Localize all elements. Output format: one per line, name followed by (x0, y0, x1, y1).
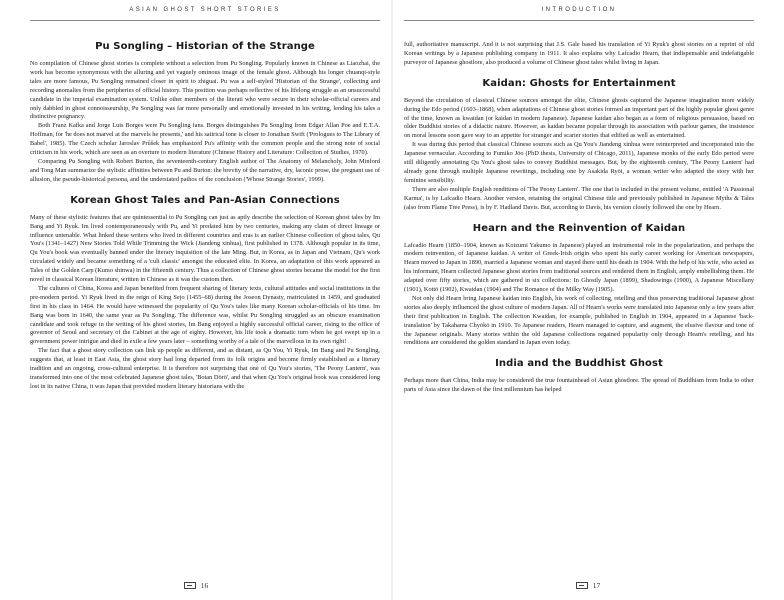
folio-right (392, 581, 784, 590)
paragraph: Many of these stylistic features that are quintessential to Pu Songling can just as aptly describe the selection of Korean ghost tales by Im Bang and Yi Ryuk. Im lived contemporaneously with Pu, and Yi predated him by two centuries, making any claim of direct lineage or influence untenable. What linked these writers who lived in different countries and eras is an earlier Chinese collection of ghost tales, Qu You's (1341–1427) New Stories Told While Trimming the Wick (Jiandeng xinhua), first published in 1378. Although popular in its time, Qu You's book was eventually banned under the literary inquisition of the late Ming. But, in Korea, as in Japan and Vietnam, Qu's work circulated widely and became something of a 'cult classic' amongst the educated elite. In Korea, an adaptation of this work appeared as Tales of the Golden Carp (Kumo shinwa) in the fifteenth century. Thus a collection of Chinese ghost stories became the model for the first novel in classical Korean literature, written in Chinese as it was the custom then. (30, 213, 380, 284)
running-head-left: ASIAN GHOST SHORT STORIES (30, 0, 380, 21)
paragraph: Both Franz Kafka and Jorge Luis Borges were Pu Songling fans. Borges distinguishes Pu Songling from Edgar Allan Poe and E.T.A. Hoffman, for 'he does not marvel at the marvels he presents,' and his satirical tone is closer to Jonathan Swift ('Prologues to The Library of Babel', 1985). The Czech scholar Jaroslav Průšek has emphasized Pu's affinity with the common people and the strong note of social criticism in his work, which are seen as an overture to modern literature (Chinese History and Literature: Collection of Studies, 1970). (30, 122, 380, 157)
page-number: 17 (592, 581, 601, 590)
paragraph: The fact that a ghost story collection can link up people as different, and as distant, as Qu You, Yi Ryuk, Im Bang and Pu Songling, suggests that, at least in East Asia, the ghost story had long departed from its folk origins and become firmly established as a literary tradition and an ongoing, cross-cultural enterprise. It is therefore not surprising that one of Qu You's stories, 'The Peony Lantern', was transformed into one of the most celebrated Japanese ghost tales, 'Botan Dōrō', and that when Qu You's original book was considered long lost in its native China, it was Japan that provided modern literary historians with the (30, 347, 380, 390)
paragraph: Beyond the circulation of classical Chinese sources amongst the elite, Chinese ghosts captured the Japanese imagination more widely during the Edo period (1603–1868), when adaptations of Chinese ghost stories formed an important part of the highly popular ghost genre of the time, known as kwaidan (or kaidan in modern Japanese). Japanese kaidan also began as a form of religious persuasion, based on older Buddhist stories of a didactic nature. However, as kaidan became popular through its association with parlour games, the insistence on moral lessons soon gave way to an appetite for stranger and scarier stories that edified as well as entertained. (404, 96, 754, 140)
paragraph: full, authoritative manuscript. And it is not surprising that J.S. Gale based his translation of Yi Ryuk's ghost stories on a reprint of old Korean writings by a Japanese publishing company in 1911. It also explains why Lafcadio Hearn, that indispensable and indefatigable purveyor of Japanese ghostlore, also produced a volume of Chinese ghost tales whilst living in Japan. (404, 41, 754, 66)
paragraph: Lafcadio Hearn (1850–1904, known as Koizumi Yakumo in Japanese) played an instrumental role in the popularization, and perhaps the modern reinvention, of Japanese kaidan. A writer of Greek-Irish origin who spent his early career working for American newspapers, Hearn moved to Japan in 1890, married a Japanese woman and stayed there until his death in 1904. With the help of his wife, who acted as his informant, Hearn collected Japanese ghost stories from traditional sources and rendered them in English, amply embellishing them. He adapted over fifty stories, which are gathered in six collections: In Ghostly Japan (1899), Shadowings (1900), A Japanese Miscellany (1901), Kottō (1902), Kwaidan (1904) and The Romance of the Milky Way (1905). (404, 241, 754, 294)
ornament-icon (576, 582, 588, 589)
section-heading: Korean Ghost Tales and Pan-Asian Connections (70, 194, 340, 206)
section-heading: Pu Songling – Historian of the Strange (95, 41, 315, 52)
paragraph: It was during this period that classical Chinese sources such as Qu You's Jiandeng xinhua were reinterpreted and incorporated into the Japanese vernacular. According to Fumiko Jōo (PhD thesis, University of Chicago, 2011), Japanese monks of the early Edo period were still diligently annotating Qu You's ghost tales to convey Buddhist messages. But, by the eighteenth century, 'The Peony Lantern' had already gone through multiple Japanese rewritings, including one by Asakida Ryōi, a woman writer who adapted the story with her feminine sensibility. (404, 141, 754, 184)
section-heading: Hearn and the Reinvention of Kaidan (472, 222, 686, 234)
section-heading: India and the Buddhist Ghost (495, 358, 663, 370)
paragraph: There are also multiple English renditions of 'The Peony Lantern'. The one that is included in the present volume, entitled 'A Passional Karma', is by Lafcadio Hearn. Another version, retaining the original Chinese title and previously published in Japanese Myths & Tales (also from Flame Tree Press), is by F. Hadland Davis. But, according to Davis, his version closely followed the one by Hearn. (404, 185, 754, 211)
right-page (392, 0, 784, 600)
paragraph: Not only did Hearn bring Japanese kaidan into English, his work of collecting, retelling and thus preserving traditional Japanese ghost stories also deeply influenced the ghost culture of modern Japan. All of Hearn's works were translated into Japanese only a few years after their first publication in English. The collection Kwaidan, for example, published in English in 1904, appeared in a Japanese 'back-translation' by Takahama Chyōkō in 1910. To Japanese readers, Hearn managed to capture, and augment, the elusive flavour and tone of the Japanese originals. Many stories within the old Japanese collections regained popularity only through Hearn's retelling, and his renditions are considered the golden standard in Japan even today. (404, 294, 754, 347)
paragraph: Perhaps more than China, India may be considered the true fountainhead of Asian ghostlore. The spread of Buddhism from India to other parts of Asia since the dawn of the first millennium has helped (404, 377, 754, 394)
folio-left (0, 581, 392, 590)
page-number: 16 (200, 581, 209, 590)
paragraph: No compilation of Chinese ghost stories is complete without a selection from Pu Songling. Popularly known in Chinese as Liaozhai, the work has become synonymous with the alluring and yet vaguely ominous image of the female ghost. Although his longer chuanqi-style tales are more famous, Pu Songling remained closer in spirit to zhiguai. Pu was a self-styled 'Historian of the Strange', collecting and recording anomalies from the peripheries of official history. This position was perhaps reflective of his lifelong struggle as an unsuccessful candidate in the imperial examination system. Unlike other members of the literati who were secure in their scholar-official careers and only dabbled in ghost connoisseurship, Pu Songling was far more personally and emotionally invested in his writing, lending his tales a distinctive poignancy. (30, 60, 380, 121)
ornament-icon (184, 582, 196, 589)
paragraph: Comparing Pu Songling with Robert Burton, the seventeenth-century English author of The Anatomy of Melancholy, John Minford and Tong Man summarize the stylistic affinities between Pu and Burton: the brevity of the narrative, dry, laconic prose, the pregnant use of allusion, the pseudo-historical persona, and the understated pathos of the conclusion ('Whose Strange Stories', 1999). (30, 157, 380, 183)
running-head-right: INTRODUCTION (404, 0, 754, 21)
gutter-divider (391, 0, 393, 600)
paragraph: The cultures of China, Korea and Japan benefited from frequent sharing of literary texts, cultural attitudes and social institutions in the pre-modern period. Yi Ryuk lived in the reign of King Sejo (1455–68) during the Joseon Dynasty, matriculated in 1459, and graduated first in his class in 1464. He would have witnessed the popularity of Qu You's tales like many Korean scholar-officials of his time. Im Bang was born in 1640, the same year as Pu Songling. The difference was, whilst Pu Songling struggled as an obscure examination candidate and took refuge in the writing of his ghost stories, Im Bang enjoyed a highly successful official career, rising to the office of governor of Seoul and secretary of the Cabinet at the age of eighty. However, his life took a dramatic turn when he got swept up in a government power intrigue and died in exile a few years later – something worthy of a tale of the marvellous in its own right! (30, 284, 380, 346)
section-heading: Kaidan: Ghosts for Entertainment (482, 77, 676, 89)
